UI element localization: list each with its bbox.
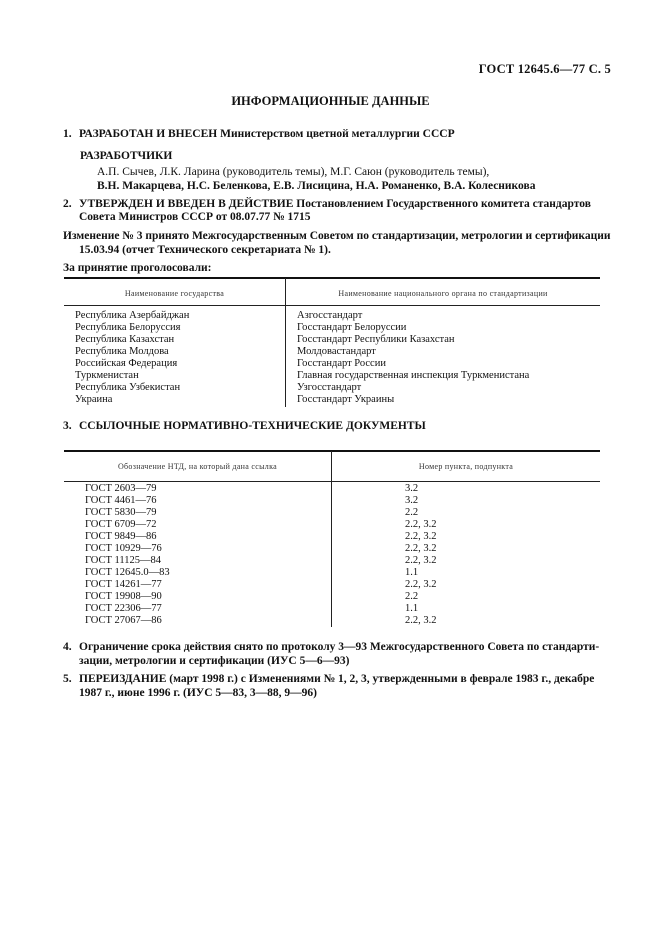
developers-line-2: В.Н. Макарцева, Н.С. Беленкова, Е.В. Лисицина, Н.А. Романенко, В.А. Колесникова: [97, 180, 536, 192]
states-table-body-divider: [285, 305, 286, 407]
section-5: [63, 672, 623, 686]
section-5-line-1: ПЕРЕИЗДАНИЕ (март 1998 г.) с Изменениями № 1, 2, 3, утвержденными в феврале 1983 г., декабре: [79, 673, 595, 685]
section-4-line-2: зации, метрологии и сертификации (ИУС 5—6—93): [79, 655, 350, 667]
table-row: ГОСТ 14261—77: [85, 579, 162, 590]
table-row: ГОСТ 22306—77: [85, 603, 162, 614]
amendment-line-1: Изменение № 3 принято Межгосударственным Советом по стандартизации, метрологии и сертификации: [63, 230, 611, 242]
states-table-header-rule: [64, 305, 600, 306]
section-3: [63, 419, 623, 433]
table-cell: Госстандарт России: [297, 358, 386, 369]
section-4: [63, 640, 623, 654]
table-row: ГОСТ 11125—84: [85, 555, 162, 566]
table-row: ГОСТ 12645.0—83: [85, 567, 170, 578]
section-2: [63, 197, 623, 211]
table-cell: Госстандарт Украины: [297, 394, 395, 405]
table-row: Республика Узбекистан: [75, 382, 181, 393]
section-1-number: 1.: [63, 128, 72, 140]
table-row: ГОСТ 2603—79: [85, 483, 157, 494]
table-cell: 2.2, 3.2: [405, 615, 437, 626]
table-row: Туркменистан: [75, 370, 139, 381]
section-1-text: Министерством цветной металлургии СССР: [220, 128, 455, 140]
table-row: ГОСТ 19908—90: [85, 591, 162, 602]
table-cell: 3.2: [405, 483, 419, 494]
table-cell: Узгосстандарт: [297, 382, 362, 393]
table-row: ГОСТ 4461—76: [85, 495, 157, 506]
section-3-number: 3.: [63, 420, 72, 432]
states-table-top-rule: [64, 277, 600, 279]
table-row: ГОСТ 5830—79: [85, 507, 157, 518]
table-row: Российская Федерация: [75, 358, 178, 369]
table-cell: Азгосстандарт: [297, 310, 363, 321]
table-cell: 2.2, 3.2: [405, 519, 437, 530]
table-cell: Молдовастандарт: [297, 346, 376, 357]
refs-table-top-rule: [64, 450, 600, 452]
table-cell: Главная государственная инспекция Туркменистана: [297, 370, 530, 381]
table-cell: Госстандарт Белоруссии: [297, 322, 407, 333]
table-row: Республика Казахстан: [75, 334, 175, 345]
refs-table-header-doc: Обозначение НТД, на который дана ссылка: [117, 462, 278, 471]
section-1: [63, 127, 623, 141]
developers-heading: РАЗРАБОТЧИКИ: [80, 150, 173, 162]
section-2-line-1: УТВЕРЖДЕН И ВВЕДЕН В ДЕЙСТВИЕ Постановлением Государственного комитета стандартов: [79, 198, 591, 210]
table-row: ГОСТ 6709—72: [85, 519, 157, 530]
table-row: ГОСТ 9849—86: [85, 531, 157, 542]
page-header-code: ГОСТ 12645.6—77 С. 5: [478, 62, 611, 76]
table-row: ГОСТ 27067—86: [85, 615, 162, 626]
table-cell: 2.2, 3.2: [405, 543, 437, 554]
table-cell: 2.2, 3.2: [405, 579, 437, 590]
table-cell: 1.1: [405, 603, 419, 614]
table-cell: Госстандарт Республики Казахстан: [297, 334, 455, 345]
table-row: Республика Белоруссия: [75, 322, 181, 333]
refs-table-header-clause: Номер пункта, подпункта: [418, 462, 514, 471]
developers-line-1: А.П. Сычев, Л.К. Ларина (руководитель темы), М.Г. Саюн (руководитель темы),: [97, 166, 490, 178]
amendment-line-2: 15.03.94 (отчет Технического секретариата № 1).: [79, 244, 331, 256]
section-5-number: 5.: [63, 673, 72, 685]
page-title: ИНФОРМАЦИОННЫЕ ДАННЫЕ: [231, 94, 430, 108]
section-2-line-2: Совета Министров СССР от 08.07.77 № 1715: [79, 211, 311, 223]
voted-heading: За принятие проголосовали:: [63, 262, 212, 274]
section-5-line-2: 1987 г., июне 1996 г. (ИУС 5—83, 3—88, 9—96): [79, 687, 317, 699]
table-row: Украина: [75, 394, 113, 405]
section-4-line-1: Ограничение срока действия снято по протоколу 3—93 Межгосударственного Совета по стандарти-: [79, 641, 600, 653]
table-cell: 2.2: [405, 591, 419, 602]
table-row: Республика Молдова: [75, 346, 169, 357]
states-table-header-state: Наименование государства: [124, 289, 225, 298]
states-table-header-body: Наименование национального органа по стандартизации: [338, 289, 548, 298]
section-4-number: 4.: [63, 641, 72, 653]
section-2-number: 2.: [63, 198, 72, 210]
section-3-title: ССЫЛОЧНЫЕ НОРМАТИВНО-ТЕХНИЧЕСКИЕ ДОКУМЕНТЫ: [79, 420, 426, 432]
table-row: ГОСТ 10929—76: [85, 543, 162, 554]
refs-table-header-rule: [64, 481, 600, 482]
table-cell: 2.2: [405, 507, 419, 518]
table-cell: 1.1: [405, 567, 419, 578]
table-cell: 2.2, 3.2: [405, 555, 437, 566]
table-cell: 2.2, 3.2: [405, 531, 437, 542]
table-cell: 3.2: [405, 495, 419, 506]
refs-table-body-divider: [331, 481, 332, 627]
section-1-lead: РАЗРАБОТАН И ВНЕСЕН: [79, 128, 218, 140]
table-row: Республика Азербайджан: [75, 310, 190, 321]
